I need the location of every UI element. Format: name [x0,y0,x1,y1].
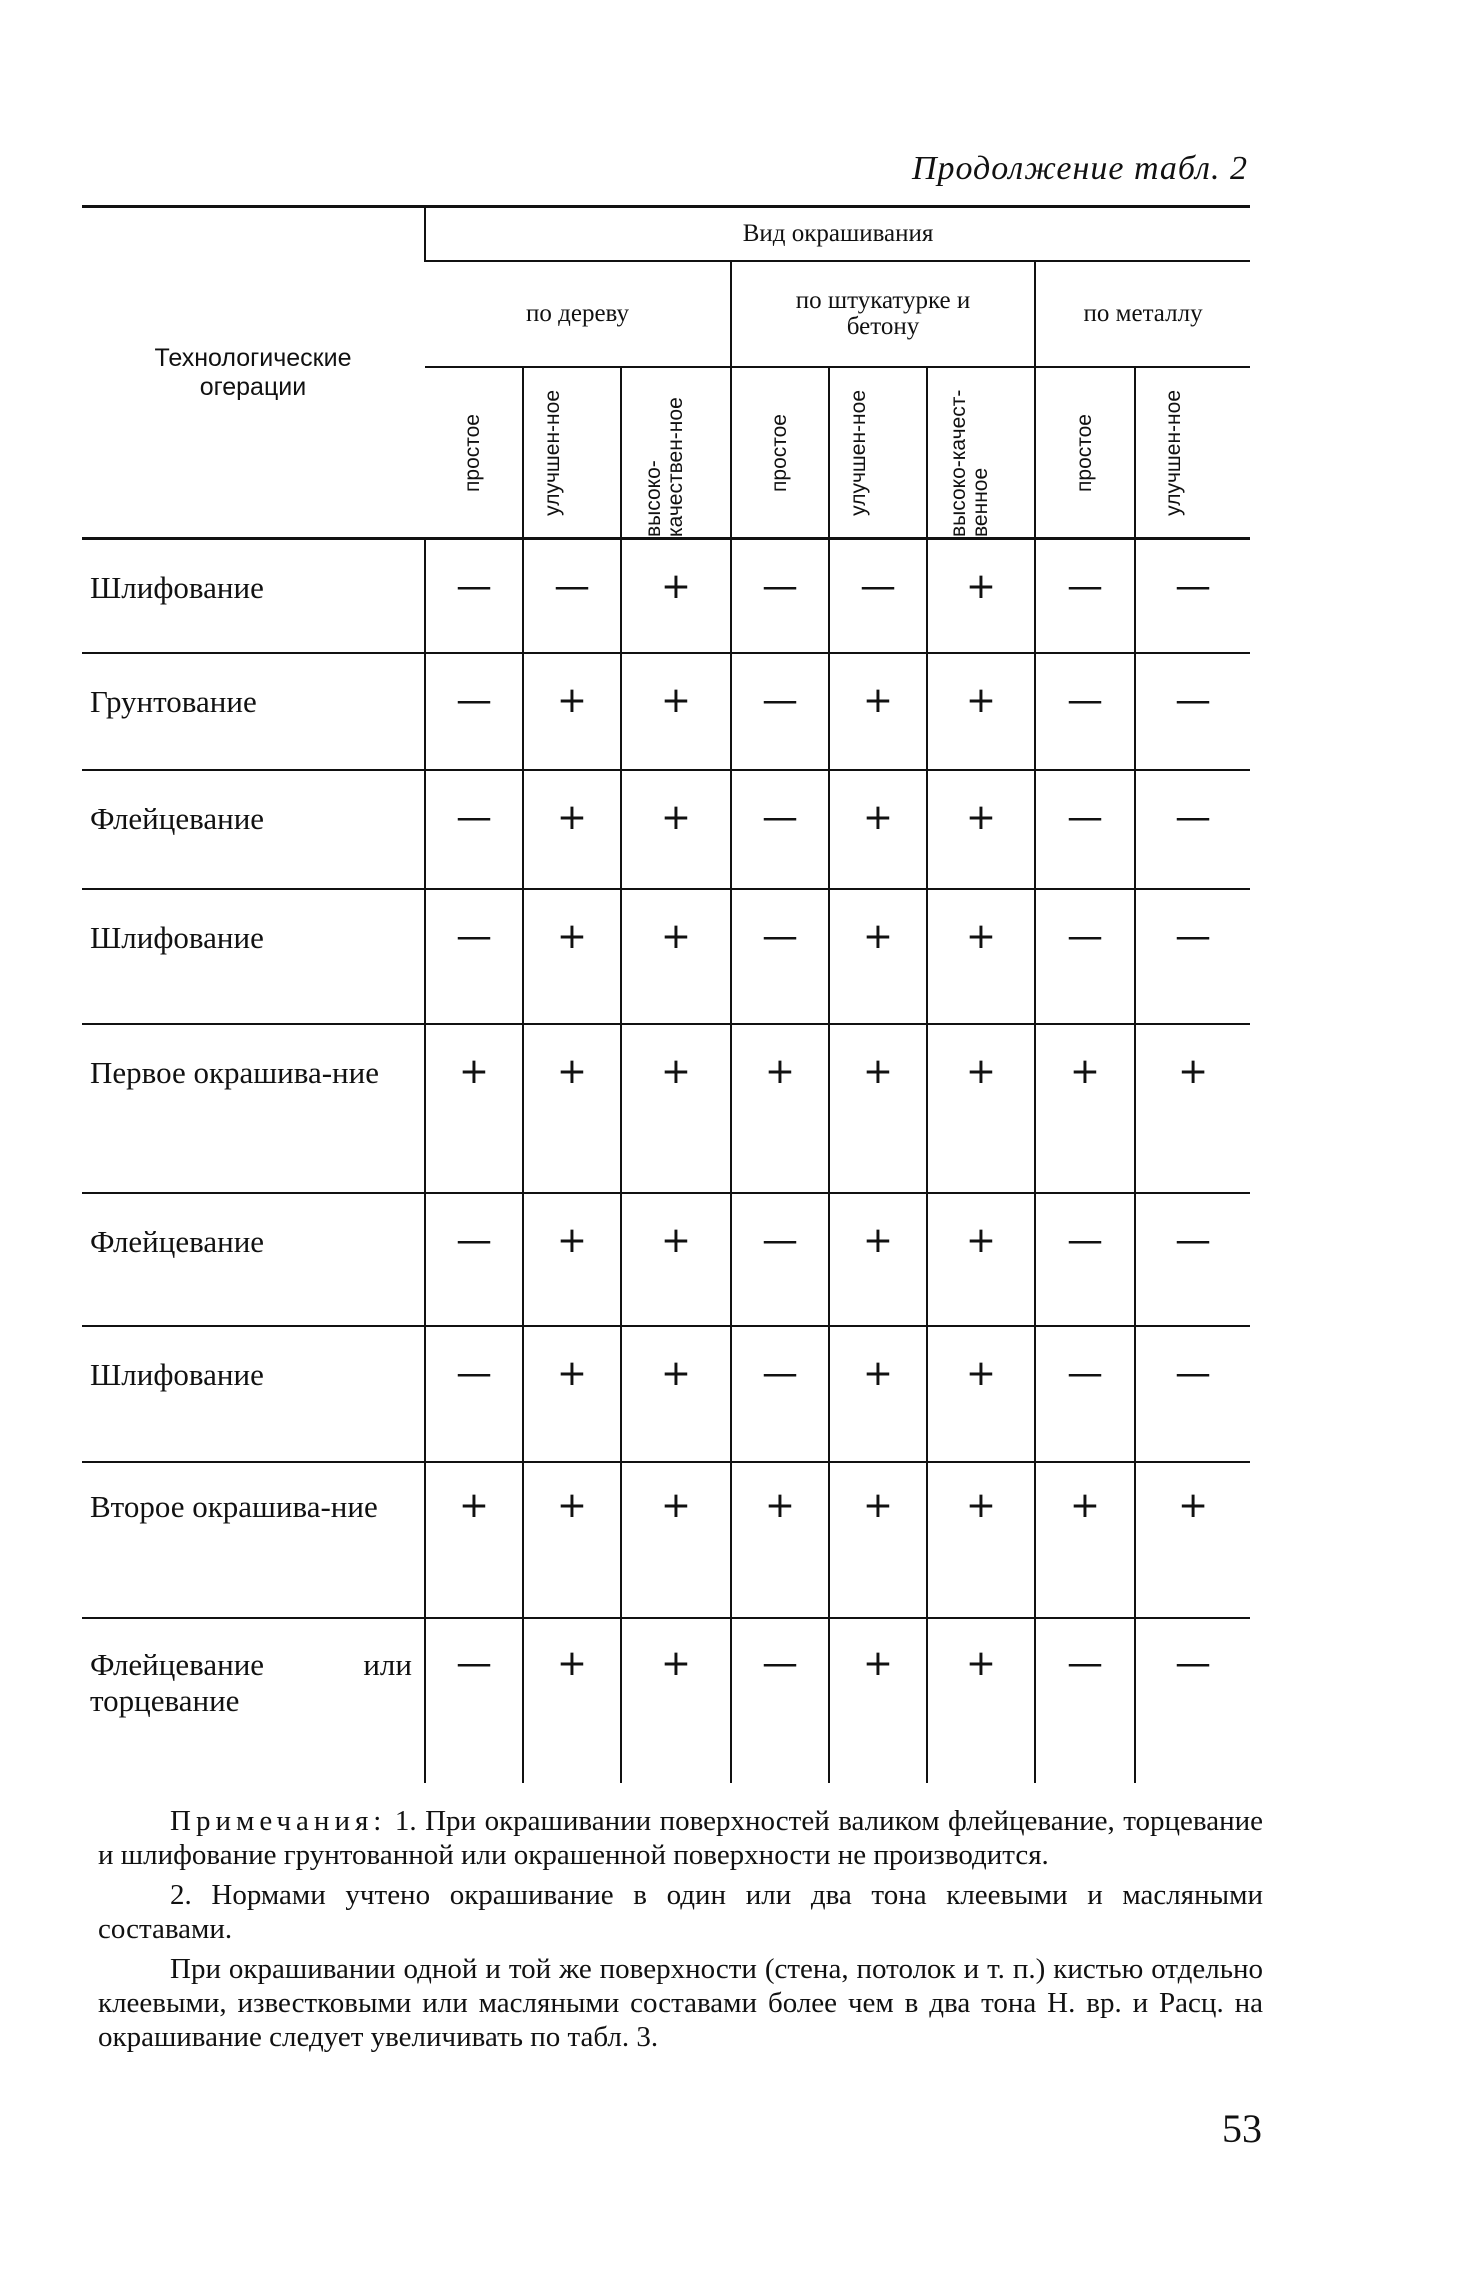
table-cell: + [731,1024,829,1193]
note-1-text: 1. При окрашивании поверхностей валиком флейцевание, торцевание и шлифование грунтованной или окрашенной поверхности не производится. [98,1805,1263,1871]
table-caption: Продолжение табл. 2 [911,150,1248,187]
operation-name: Флейцевание или торцевание [82,1618,425,1783]
table-cell: + [425,1462,523,1618]
operations-header [82,207,425,539]
operations-header-text: Технологические огерации [154,343,352,401]
operation-name: Второе окрашива-ние [82,1462,425,1618]
notes-block [98,1805,1263,2060]
table-cell: + [1035,1024,1135,1193]
table-cell: + [927,539,1035,654]
table-cell: + [523,1462,621,1618]
subheader-wood-simple: простое [425,367,523,539]
table-cell: — [425,1326,523,1461]
table-cell: + [1035,1462,1135,1618]
subheader-plaster-simple: простое [731,367,829,539]
table-cell: + [829,889,927,1024]
table-cell: — [1035,1193,1135,1326]
table-cell: + [829,1462,927,1618]
table-cell: + [621,1024,731,1193]
table-cell: + [523,1618,621,1783]
subheader-wood-high-quality: высоко-качествен-ное [621,367,731,539]
table-cell: + [523,1024,621,1193]
table-cell: + [621,1326,731,1461]
table-cell: + [523,770,621,889]
table-row [82,1462,1250,1618]
group-header-plaster-concrete [731,261,1035,367]
table-cell: — [731,653,829,770]
table-cell: — [1135,1193,1250,1326]
table-cell: — [731,1326,829,1461]
table-cell: — [1035,889,1135,1024]
table-cell: — [1035,1326,1135,1461]
table-cell: — [425,770,523,889]
table-cell: + [829,770,927,889]
table-cell: — [1035,1618,1135,1783]
table-cell: — [1035,539,1135,654]
table-cell: — [731,1618,829,1783]
table-cell: — [1035,770,1135,889]
table-row [82,1193,1250,1326]
operation-name: Грунтование [82,653,425,770]
table-cell: + [621,1462,731,1618]
table-cell: — [731,889,829,1024]
table-cell: + [621,1618,731,1783]
table-cell: + [927,1193,1035,1326]
painting-type-header: Вид окрашивания [425,207,1250,262]
note-1 [98,1805,1263,1873]
table-cell: — [425,653,523,770]
group-header-wood: по дереву [425,261,731,367]
group-header-metal: по металлу [1035,261,1250,367]
table-cell: + [523,1326,621,1461]
table-row [82,1326,1250,1461]
table-cell: + [927,653,1035,770]
table-cell: + [927,1326,1035,1461]
table-row [82,770,1250,889]
group-header-plaster-concrete-text: по штукатурке и бетону [795,286,971,340]
table-row [82,1618,1250,1783]
table-cell: + [829,1193,927,1326]
table-cell: — [829,539,927,654]
operations-table [82,205,1250,1783]
subheader-plaster-high-quality: высоко-качест-венное [927,367,1035,539]
table-cell: — [1135,770,1250,889]
page-number: 53 [1222,2106,1262,2151]
operation-name: Первое окрашива-ние [82,1024,425,1193]
table-cell: — [1135,1326,1250,1461]
table-cell: — [1135,1618,1250,1783]
operation-name: Флейцевание [82,1193,425,1326]
table-cell: — [425,539,523,654]
table-cell: + [1135,1024,1250,1193]
table-cell: + [927,1462,1035,1618]
table-cell: + [829,653,927,770]
operation-name: Шлифование [82,889,425,1024]
table-cell: + [425,1024,523,1193]
table-row [82,1024,1250,1193]
table-cell: + [523,653,621,770]
table-cell: + [621,889,731,1024]
table-cell: + [927,889,1035,1024]
table-row [82,653,1250,770]
operation-name: Шлифование [82,1326,425,1461]
table-cell: + [927,1024,1035,1193]
table-row [82,539,1250,654]
table-cell: + [829,1326,927,1461]
table-cell: + [829,1024,927,1193]
notes-lead: Примечания: [170,1805,387,1837]
table-cell: — [1035,653,1135,770]
subheader-metal-improved: улучшен-ное [1135,367,1250,539]
table-cell: + [621,653,731,770]
table-cell: + [621,1193,731,1326]
table-cell: + [731,1462,829,1618]
subheader-metal-simple: простое [1035,367,1135,539]
table-cell: — [1135,539,1250,654]
table-cell: — [523,539,621,654]
table-cell: — [731,539,829,654]
table-cell: + [523,889,621,1024]
note-2: 2. Нормами учтено окрашивание в один или два тона клеевыми и масляными составами. [98,1878,1263,1945]
table-cell: — [731,1193,829,1326]
table-cell: + [621,770,731,889]
note-3: При окрашивании одной и той же поверхности (стена, потолок и т. п.) кистью отдельно клеевыми, известковыми или масляными составами более чем в два тона Н. вр. и Расц. на окрашивание следует увеличивать по табл. 3. [98,1952,1263,2053]
table-cell: — [1135,653,1250,770]
table-cell: + [523,1193,621,1326]
table-cell: — [425,1618,523,1783]
subheader-wood-improved: улучшен-ное [523,367,621,539]
table-cell: — [731,770,829,889]
operation-name: Флейцевание [82,770,425,889]
table-row [82,889,1250,1024]
subheader-plaster-improved: улучшен-ное [829,367,927,539]
table-cell: + [927,1618,1035,1783]
table-cell: + [829,1618,927,1783]
table-cell: — [425,889,523,1024]
table-cell: + [1135,1462,1250,1618]
table-cell: + [621,539,731,654]
table-cell: — [425,1193,523,1326]
table-cell: + [927,770,1035,889]
operation-name: Шлифование [82,539,425,654]
table-cell: — [1135,889,1250,1024]
